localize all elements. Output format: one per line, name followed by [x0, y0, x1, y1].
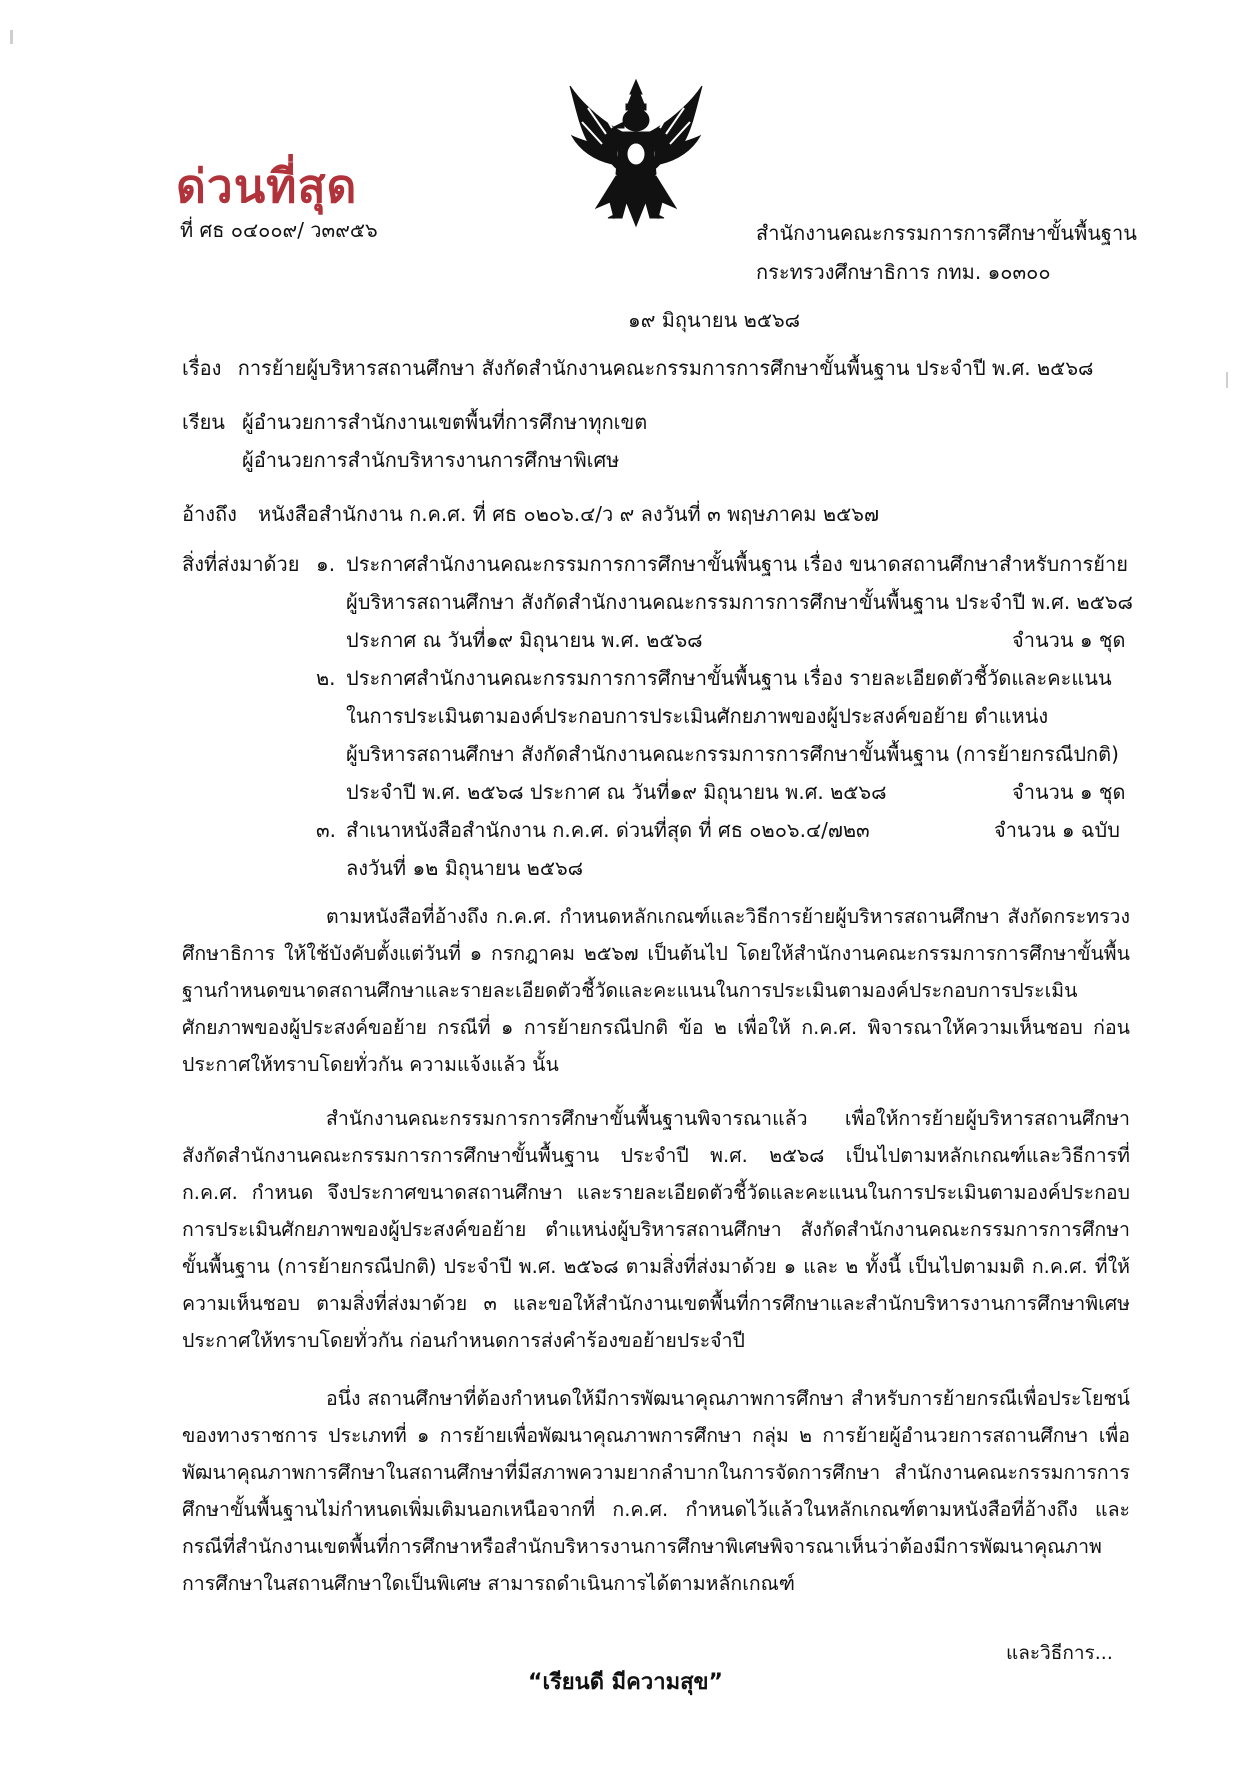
scan-mark: [10, 30, 13, 44]
attachment-2-line: ประจำปี พ.ศ. ๒๕๖๘ ประกาศ ณ วันที่๑๙ มิถุนายน พ.ศ. ๒๕๖๘: [346, 780, 887, 804]
attachment-2-quantity: จำนวน ๑ ชุด: [1012, 780, 1126, 804]
attachment-1-number: ๑.: [316, 552, 336, 576]
attachment-1-line: ประกาศสำนักงานคณะกรรมการการศึกษาขั้นพื้นฐาน เรื่อง ขนาดสถานศึกษาสำหรับการย้าย: [346, 552, 1128, 576]
body-paragraph-1: ตามหนังสือที่อ้างถึง ก.ค.ศ. กำหนดหลักเกณฑ์และวิธีการย้ายผู้บริหารสถานศึกษา สังกัดกระทรวงศึกษาธิการ ให้ใช้บังคับตั้งแต่วันที่ ๑ กรกฎาคม ๒๕๖๗ เป็นต้นไป โดยให้สำนักงานคณะกรรมการการศึกษาขั้นพื้นฐานกำหนดขนาดสถานศึกษาและรายละเอียดตัวชี้วัดและคะแนนในการประเมินตามองค์ประกอบการประเมินศักยภาพของผู้ประสงค์ขอย้าย กรณีที่ ๑ การย้ายกรณีปกติ ข้อ ๒ เพื่อให้ ก.ค.ศ. พิจารณาให้ความเห็นชอบ ก่อนประกาศให้ทราบโดยทั่วกัน ความแจ้งแล้ว นั้น: [182, 905, 1130, 1076]
continued-marker: และวิธีการ...: [1006, 1642, 1113, 1664]
attachment-3-line: ลงวันที่ ๑๒ มิถุนายน ๒๕๖๘: [346, 856, 584, 880]
body-paragraph-3: อนึ่ง สถานศึกษาที่ต้องกำหนดให้มีการพัฒนาคุณภาพการศึกษา สำหรับการย้ายกรณีเพื่อประโยชน์ของทางราชการ ประเภทที่ ๑ การย้ายเพื่อพัฒนาคุณภาพการศึกษา กลุ่ม ๒ การย้ายผู้อำนวยการสถานศึกษา เพื่อพัฒนาคุณภาพการศึกษาในสถานศึกษาที่มีสภาพความยากลำบากในการจัดการศึกษา สำนักงานคณะกรรมการการศึกษาขั้นพื้นฐานไม่กำหนดเพิ่มเติมนอกเหนือจากที่ ก.ค.ศ. กำหนดไว้แล้วในหลักเกณฑ์ตามหนังสือที่อ้างถึง และกรณีที่สำนักงานเขตพื้นที่การศึกษาหรือสำนักบริหารงานการศึกษาพิเศษพิจารณาเห็นว่าต้องมีการพัฒนาคุณภาพการศึกษาในสถานศึกษาใดเป็นพิเศษ สามารถดำเนินการได้ตามหลักเกณฑ์: [182, 1387, 1130, 1595]
scan-mark: [1226, 372, 1228, 388]
attachment-1-line: ประกาศ ณ วันที่๑๙ มิถุนายน พ.ศ. ๒๕๖๘: [346, 628, 703, 652]
attachments-label: สิ่งที่ส่งมาด้วย: [182, 552, 300, 576]
document-number: ที่ ศธ ๐๔๐๐๙/ ว๓๙๕๖: [180, 218, 378, 242]
slogan: “เรียนดี มีความสุข”: [527, 1670, 724, 1695]
recipient-label: เรียน: [182, 410, 225, 434]
issuing-office: [756, 214, 1137, 292]
subject-row: [182, 352, 1093, 384]
subject-text: การย้ายผู้บริหารสถานศึกษา สังกัดสำนักงานคณะกรรมการการศึกษาขั้นพื้นฐาน ประจำปี พ.ศ. ๒๕๖๘: [237, 356, 1094, 380]
recipient-line-2: ผู้อำนวยการสำนักบริหารงานการศึกษาพิเศษ: [242, 448, 620, 472]
attachment-2-line: ในการประเมินตามองค์ประกอบการประเมินศักยภาพของผู้ประสงค์ขอย้าย ตำแหน่ง: [346, 704, 1049, 728]
garuda-emblem-icon: [566, 78, 706, 234]
attachment-3-number: ๓.: [316, 818, 337, 842]
recipient-line-1: ผู้อำนวยการสำนักงานเขตพื้นที่การศึกษาทุกเขต: [242, 410, 648, 434]
attachment-1-line: ผู้บริหารสถานศึกษา สังกัดสำนักงานคณะกรรมการการศึกษาขั้นพื้นฐาน ประจำปี พ.ศ. ๒๕๖๘: [346, 590, 1133, 614]
urgency-stamp: ด่วนที่สุด: [176, 159, 358, 213]
attachment-2-line: ประกาศสำนักงานคณะกรรมการการศึกษาขั้นพื้นฐาน เรื่อง รายละเอียดตัวชี้วัดและคะแนน: [346, 666, 1112, 690]
reference-label: อ้างถึง: [182, 502, 237, 526]
office-address: กระทรวงศึกษาธิการ กทม. ๑๐๓๐๐: [756, 260, 1051, 284]
document-date: ๑๙ มิถุนายน ๒๕๖๘: [628, 308, 801, 332]
subject-label: เรื่อง: [182, 356, 222, 380]
body-paragraph-2: สำนักงานคณะกรรมการการศึกษาขั้นพื้นฐานพิจารณาแล้ว เพื่อให้การย้ายผู้บริหารสถานศึกษา สังกัดสำนักงานคณะกรรมการการศึกษาขั้นพื้นฐาน ประจำปี พ.ศ. ๒๕๖๘ เป็นไปตามหลักเกณฑ์และวิธีการที่ ก.ค.ศ. กำหนด จึงประกาศขนาดสถานศึกษา และรายละเอียดตัวชี้วัดและคะแนนในการประเมินตามองค์ประกอบการประเมินศักยภาพของผู้ประสงค์ขอย้าย ตำแหน่งผู้บริหารสถานศึกษา สังกัดสำนักงานคณะกรรมการการศึกษาขั้นพื้นฐาน (การย้ายกรณีปกติ) ประจำปี พ.ศ. ๒๕๖๘ ตามสิ่งที่ส่งมาด้วย ๑ และ ๒ ทั้งนี้ เป็นไปตามมติ ก.ค.ศ. ที่ให้ความเห็นชอบ ตามสิ่งที่ส่งมาด้วย ๓ และขอให้สำนักงานเขตพื้นที่การศึกษาและสำนักบริหารงานการศึกษาพิเศษประกาศให้ทราบโดยทั่วกัน ก่อนกำหนดการส่งคำร้องขอย้ายประจำปี: [182, 1107, 1130, 1352]
attachment-2-number: ๒.: [316, 666, 336, 690]
attachment-3-line: สำเนาหนังสือสำนักงาน ก.ค.ศ. ด่วนที่สุด ที่ ศธ ๐๒๐๖.๔/๗๒๓: [346, 818, 870, 842]
attachment-3-quantity: จำนวน ๑ ฉบับ: [994, 818, 1120, 842]
attachment-2-line: ผู้บริหารสถานศึกษา สังกัดสำนักงานคณะกรรมการการศึกษาขั้นพื้นฐาน (การย้ายกรณีปกติ): [346, 742, 1119, 766]
office-name: สำนักงานคณะกรรมการการศึกษาขั้นพื้นฐาน: [756, 221, 1137, 245]
attachment-1-quantity: จำนวน ๑ ชุด: [1012, 628, 1126, 652]
reference-text: หนังสือสำนักงาน ก.ค.ศ. ที่ ศธ ๐๒๐๖.๔/ว ๙ ลงวันที่ ๓ พฤษภาคม ๒๕๖๗: [258, 502, 879, 526]
